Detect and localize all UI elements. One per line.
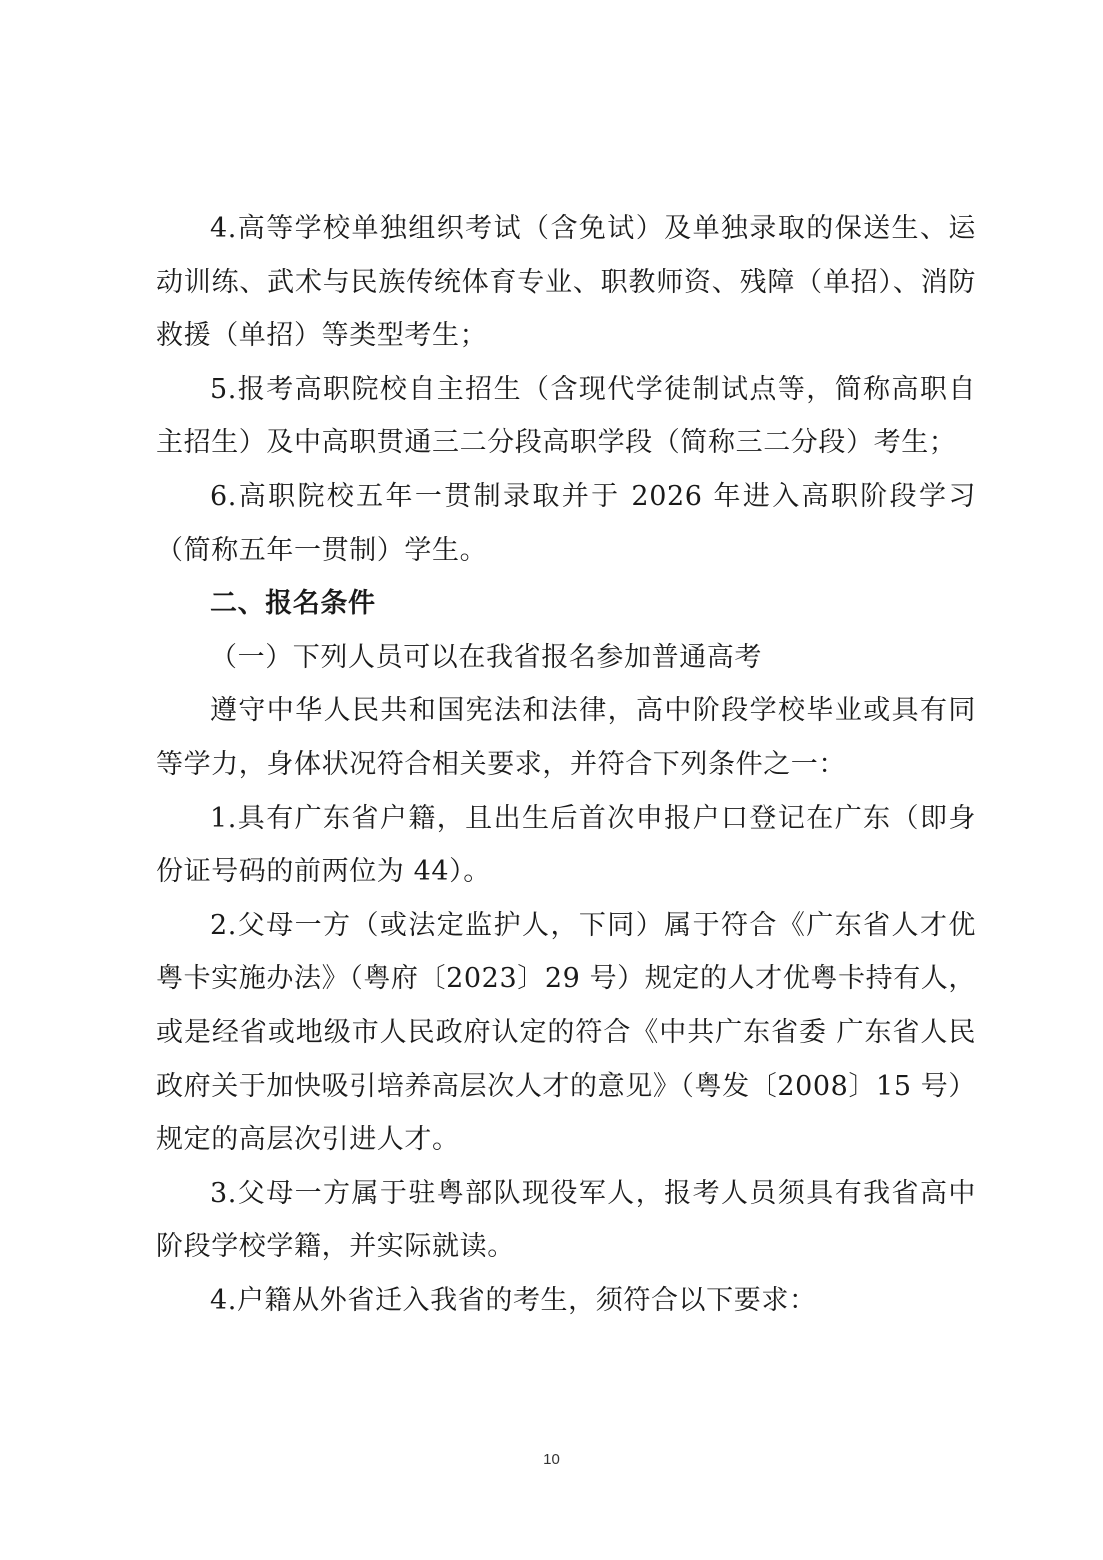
paragraph-condition-4: 4.户籍从外省迁入我省的考生，须符合以下要求： [210,1284,817,1316]
subsection-heading: （一）下列人员可以在我省报名参加普通高考 [210,641,762,673]
paragraph-condition-3: 3.父母一方属于驻粤部队现役军人，报考人员须具有我省高中阶段学校学籍，并实际就读。 [156,1177,976,1263]
paragraph-item-6: 6.高职院校五年一贯制录取并于 2026 年进入高职阶段学习（简称五年一贯制）学生。 [156,480,976,566]
page-number: 10 [543,1451,560,1468]
paragraph-intro: 遵守中华人民共和国宪法和法律，高中阶段学校毕业或具有同等学力，身体状况符合相关要求，并符合下列条件之一： [156,695,976,780]
document-body [156,202,976,1327]
paragraph-item-5: 5.报考高职院校自主招生（含现代学徒制试点等，简称高职自主招生）及中高职贯通三二分段高职学段（简称三二分段）考生； [156,373,976,459]
paragraph-condition-1: 1.具有广东省户籍，且出生后首次申报户口登记在广东（即身份证号码的前两位为 44）。 [156,802,976,888]
paragraph-condition-2: 2.父母一方（或法定监护人，下同）属于符合《广东省人才优粤卡实施办法》（粤府〔2023〕29 号）规定的人才优粤卡持有人，或是经省或地级市人民政府认定的符合《中共广东省委 广东省人民政府关于加快吸引培养高层次人才的意见》（粤发〔2008〕15 号）规定的高层次引进人才。 [156,909,976,1156]
paragraph-item-4: 4.高等学校单独组织考试（含免试）及单独录取的保送生、运动训练、武术与民族传统体育专业、职教师资、残障（单招）、消防救援（单招）等类型考生； [156,213,976,352]
section-heading: 二、报名条件 [210,588,376,620]
